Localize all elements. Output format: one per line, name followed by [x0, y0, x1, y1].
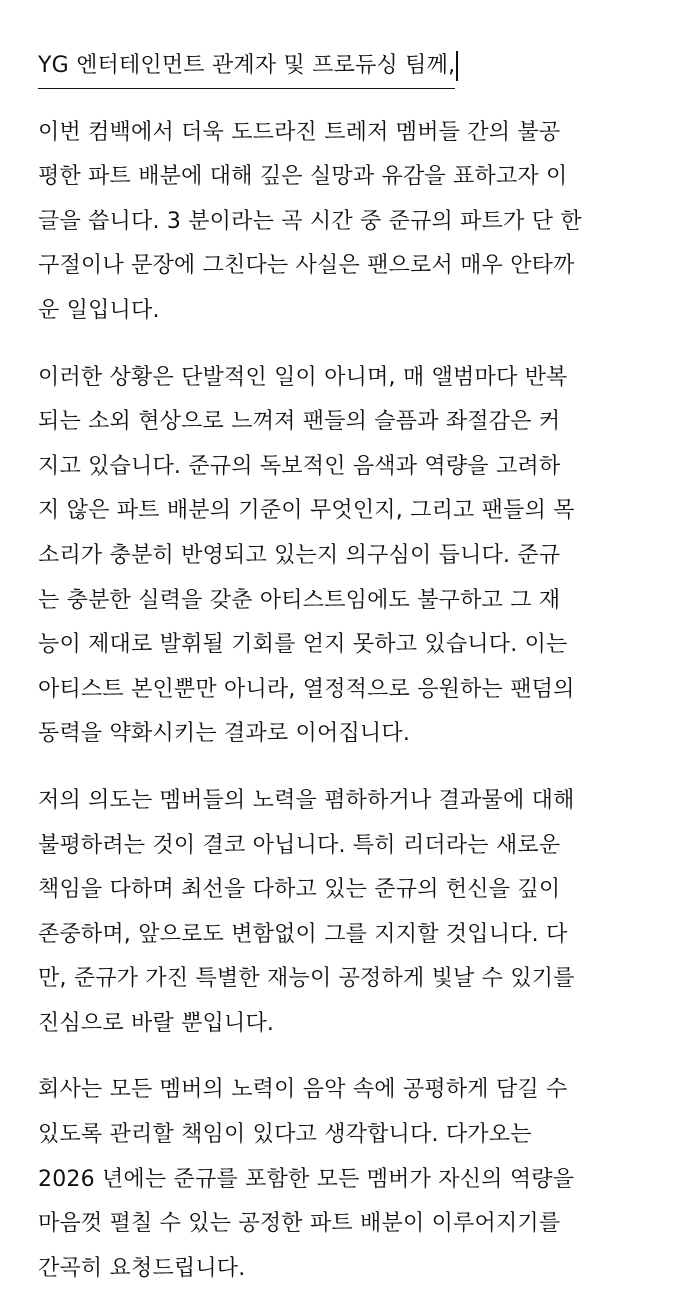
text-cursor — [456, 51, 458, 81]
text-line: 불평하려는 것이 결코 아닙니다. 특히 리더라는 새로운 — [38, 832, 561, 858]
letter-document — [38, 44, 643, 1291]
text-line: 마음껏 펼칠 수 있는 공정한 파트 배분이 이루어지기를 — [38, 1211, 561, 1237]
text-line: 능이 제대로 발휘될 기회를 얻지 못하고 있습니다. 이는 — [38, 632, 568, 658]
greeting-text: YG 엔터테인먼트 관계자 및 프로듀싱 팀께, — [38, 44, 455, 90]
text-line: 회사는 모든 멤버의 노력이 음악 속에 공평하게 담길 수 — [38, 1077, 568, 1103]
paragraph-gap — [38, 1046, 643, 1068]
text-line: 진심으로 바랄 뿐입니다. — [38, 1010, 275, 1036]
text-line: 이번 컴백에서 더욱 도드라진 트레저 멤버들 간의 불공 — [38, 119, 561, 145]
text-line: 구절이나 문장에 그친다는 사실은 팬으로서 매우 안타까 — [38, 253, 575, 279]
text-line: 되는 소외 현상으로 느껴져 팬들의 슬픔과 좌절감은 커 — [38, 409, 561, 435]
text-line: 이러한 상황은 단발적인 일이 아니며, 매 앨범마다 반복 — [38, 364, 568, 390]
text-line: 간곡히 요청드립니다. — [38, 1255, 246, 1281]
text-line: 존중하며, 앞으로도 변함없이 그를 지지할 것입니다. 다 — [38, 921, 568, 947]
text-line: 아티스트 본인뿐만 아니라, 열정적으로 응원하는 팬덤의 — [38, 676, 575, 702]
text-line: 지 않은 파트 배분의 기준이 무엇인지, 그리고 팬들의 목 — [38, 498, 575, 524]
text-line: 2026 년에는 준규를 포함한 모든 멤버가 자신의 역량을 — [38, 1166, 575, 1192]
text-line: 있도록 관리할 책임이 있다고 생각합니다. 다가오는 — [38, 1122, 532, 1148]
paragraph-3 — [38, 779, 643, 1047]
paragraph-2 — [38, 356, 643, 757]
text-line: 동력을 약화시키는 결과로 이어집니다. — [38, 721, 411, 747]
text-line: 는 충분한 실력을 갖춘 아티스트임에도 불구하고 그 재 — [38, 587, 561, 613]
greeting-line — [38, 44, 643, 89]
paragraph-gap — [38, 89, 643, 111]
paragraph-1 — [38, 111, 643, 334]
text-line: 운 일입니다. — [38, 297, 160, 323]
text-line: 글을 씁니다. 3 분이라는 곡 시간 중 준규의 파트가 단 한 — [38, 208, 582, 234]
paragraph-gap — [38, 334, 643, 356]
text-line: 평한 파트 배분에 대해 깊은 실망과 유감을 표하고자 이 — [38, 164, 568, 190]
paragraph-4 — [38, 1068, 643, 1291]
text-line: 책임을 다하며 최선을 다하고 있는 준규의 헌신을 깊이 — [38, 877, 561, 903]
text-line: 저의 의도는 멤버들의 노력을 폄하하거나 결과물에 대해 — [38, 787, 575, 813]
text-line: 소리가 충분히 반영되고 있는지 의구심이 듭니다. 준규 — [38, 542, 561, 568]
text-line: 지고 있습니다. 준규의 독보적인 음색과 역량을 고려하 — [38, 453, 561, 479]
text-line: 만, 준규가 가진 특별한 재능이 공정하게 빛날 수 있기를 — [38, 966, 575, 992]
paragraph-gap — [38, 757, 643, 779]
